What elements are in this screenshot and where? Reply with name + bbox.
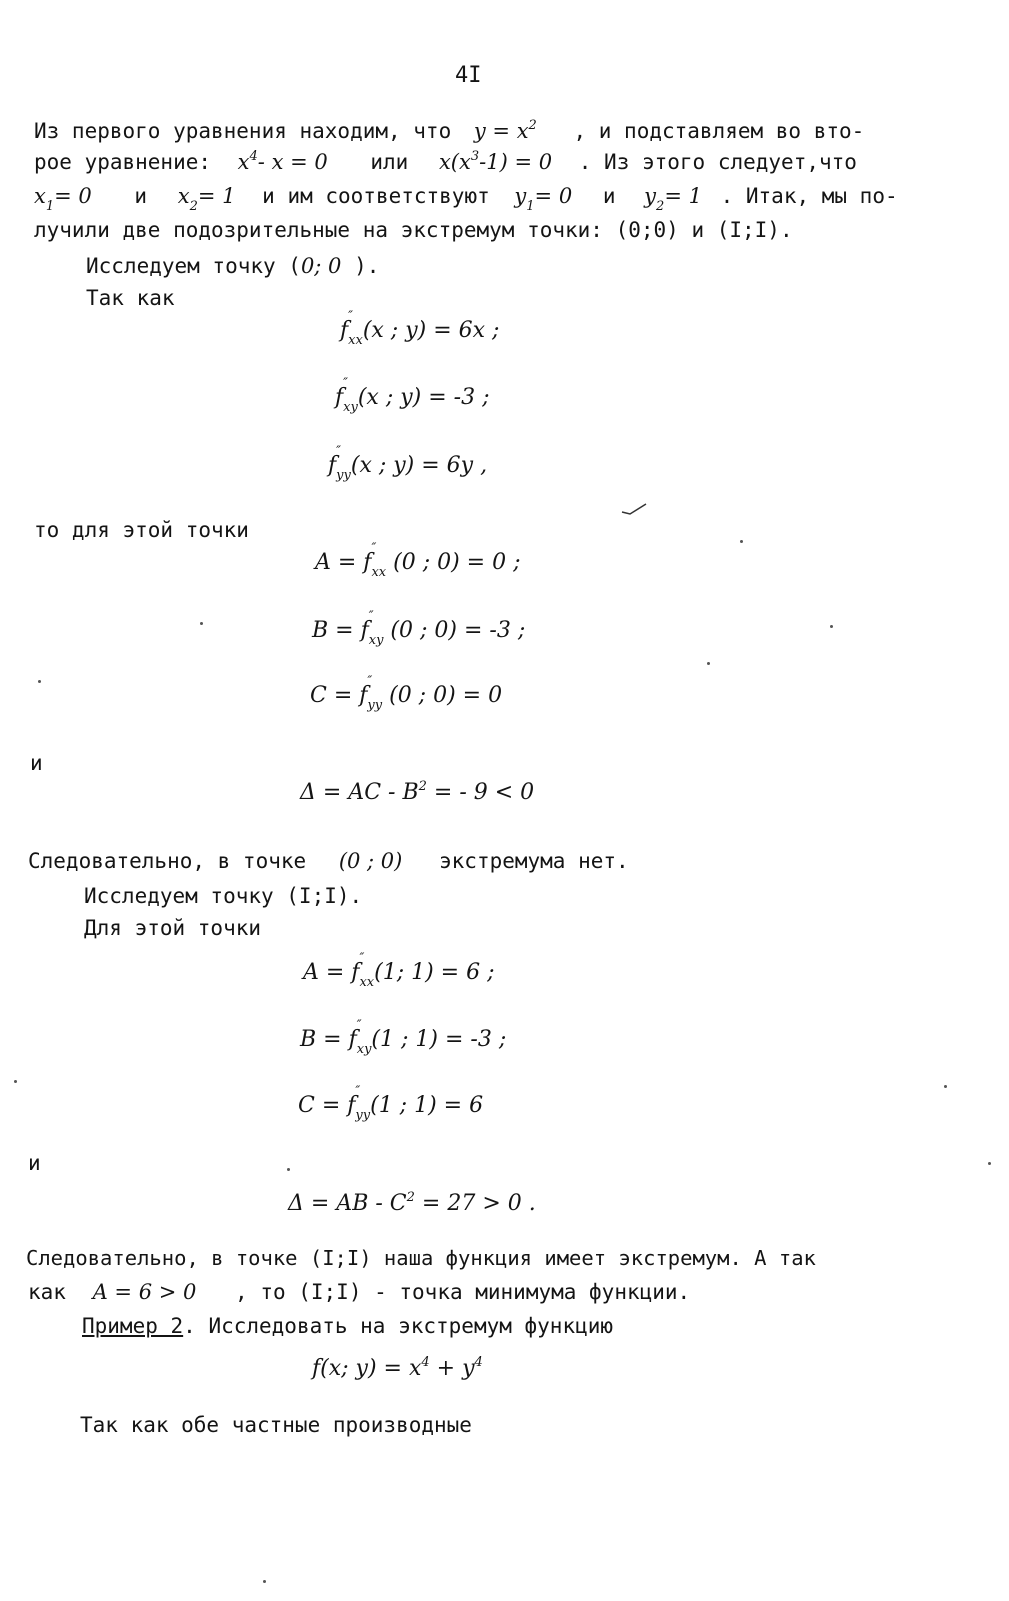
text-line-example: Пример 2. Исследовать на экстремум функцию [82,1314,614,1338]
text-line-minimum: как A = 6 > 0 , то (I;I) - точка минимума функции. [28,1280,691,1304]
text-line-2 [34,149,857,179]
formula-delta-11: Δ = AB - $C^2 = 27 > 0$ . [288,1190,536,1216]
text-and-2: и [28,1151,41,1175]
text-line-6: Так как [86,286,175,310]
text-line-last: Так как обе частные производные [80,1413,472,1437]
formula-B-11: B = f ″ $_{xy}$(1 ; 1) = -3 ; [300,1018,507,1057]
formula-y2: $y_2= 1$ [644,184,702,214]
text-line-for-point: Для этой точки [84,916,262,940]
text: и [134,184,148,208]
scan-speck [944,1085,947,1088]
text: рое уравнение: [34,150,212,174]
scan-speck [263,1580,266,1583]
text: . Из этого следует,что [578,150,857,174]
formula-B-00: B = f ″ $_{xy}$ (0 ; 0) = -3 ; [312,609,526,648]
formula-C-11: C = f ″ $_{yy}$(1 ; 1) = 6 [298,1084,484,1123]
text-line-intro: то для этой точки [34,518,249,542]
scan-mark [620,500,650,522]
formula-function: f(x; $y) = x^4 + y^4$ [312,1355,483,1381]
formula-A-11: A = f ″ $_{xx}$(1; 1) = 6 ; [303,951,495,990]
formula-x4-minus-x: $x^4-$ x = 0 [237,149,328,174]
text-line-5: Исследуем точку (0; 0 ). [86,254,380,278]
text-line-conclusion-1: Следовательно, в точке (0 ; 0) экстремума нет. [28,849,629,873]
text: Из первого уравнения находим, что [34,119,452,143]
example-label: Пример 2 [82,1314,184,1338]
text: и им соответствуют [262,184,490,208]
formula-delta-00: Δ = AC - $B^2$ = - 9 < 0 [300,779,535,805]
formula-A-00: A = f ″ $_{xx}$ (0 ; 0) = 0 ; [315,541,521,580]
formula-y-eq-x2: $y = x^2$ [473,118,537,143]
text-line-conclusion-2: Следовательно, в точке (I;I) наша функция имеет экстремум. А так [26,1246,816,1270]
formula-y1: $y_1= 0$ [514,184,573,214]
text: . Итак, мы по- [720,184,898,208]
text-line-1 [34,118,864,148]
text-line-study-11: Исследуем точку (I;I). [84,884,363,908]
formula-factored: $x(x^3-1) = 0$ [438,149,553,174]
scan-speck [830,625,833,628]
scan-speck [14,1080,17,1083]
scan-speck [988,1162,991,1165]
formula-x2: $x_2= 1$ [177,184,236,214]
text-and-1: и [30,751,43,775]
scan-speck [200,622,203,625]
scan-speck [287,1168,290,1171]
page-number: 4I [455,63,482,88]
formula-x1: $x_1= 0$ [34,184,92,214]
scan-speck [707,662,710,665]
formula-fxx: f ″ $_{xx}$(x ; y) = 6x ; [340,309,500,348]
formula-C-00: C = f ″ $_{yy}$ (0 ; 0) = 0 [310,674,503,713]
scan-speck [740,540,743,543]
formula-fxy: f ″ $_{xy}$(x ; y) = -3 ; [335,376,490,415]
text-line-3 [34,183,898,213]
scan-speck [38,680,41,683]
text: или [370,150,409,174]
text-line-4: лучили две подозрительные на экстремум точки: (0;0) и (I;I). [34,218,793,242]
text: , и подставляем во вто- [573,119,865,143]
text: и [602,184,616,208]
formula-fyy: f ″ $_{yy}$(x ; y) = 6y , [328,444,488,483]
